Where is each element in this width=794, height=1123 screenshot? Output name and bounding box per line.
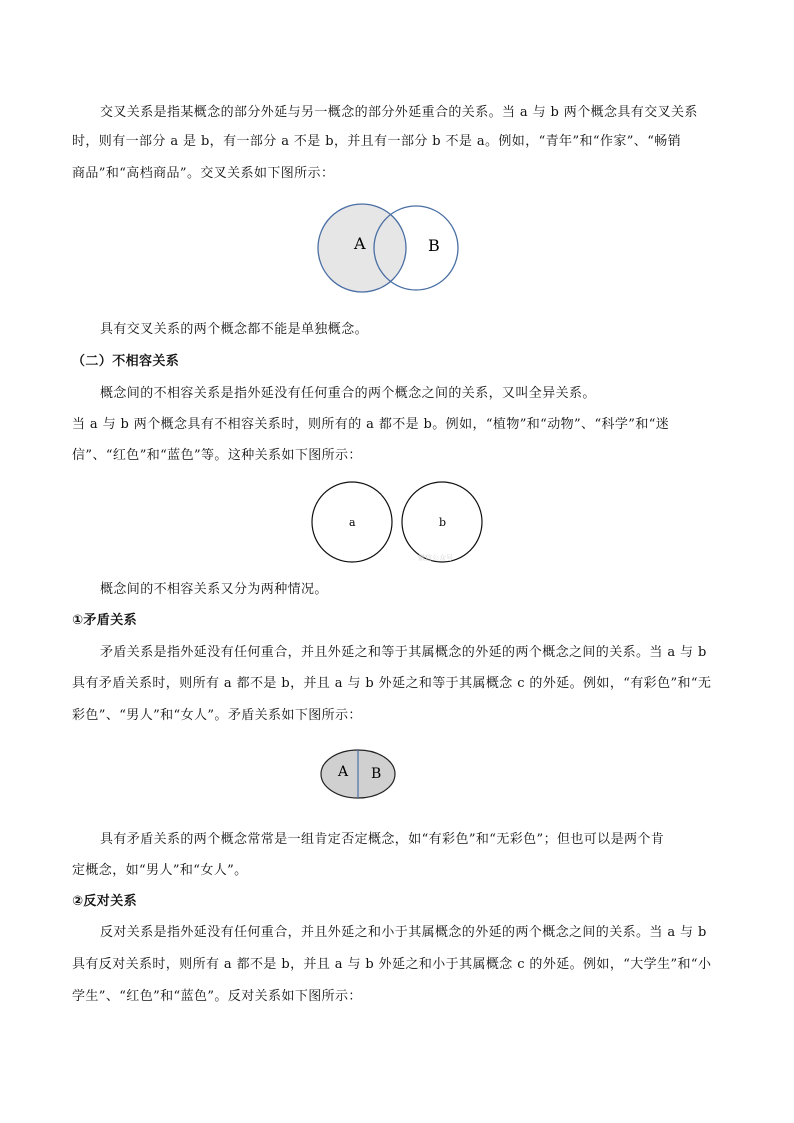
watermark: 微信公众号 bbox=[418, 554, 453, 562]
circle-a-label: a bbox=[349, 516, 356, 529]
contradictory-heading: ①矛盾关系 bbox=[72, 613, 138, 628]
circle-a-label: A bbox=[354, 234, 366, 253]
intersecting-paragraph-line-3: 商品”和“高档商品”。交叉关系如下图所示： bbox=[72, 166, 335, 181]
contradictory-note-line-2: 定概念，如“男人”和“女人”。 bbox=[72, 863, 248, 878]
intersecting-paragraph-line-1: 交叉关系是指某概念的部分外延与另一概念的部分外延重合的关系。当 a 与 b 两个概念具有交叉关系 bbox=[100, 105, 698, 120]
incompatible-note: 概念间的不相容关系又分为两种情况。 bbox=[100, 582, 328, 597]
intersecting-venn-diagram bbox=[310, 208, 470, 292]
circle-b-label: B bbox=[428, 236, 440, 255]
contrary-paragraph-line-2: 具有反对关系时，则所有 a 都不是 b，并且 a 与 b 外延之和小于其属概念 c 的外延。例如，“大学生”和“小 bbox=[72, 957, 712, 972]
contrary-heading: ②反对关系 bbox=[72, 894, 138, 909]
contradictory-paragraph-line-2: 具有矛盾关系时，则所有 a 都不是 b，并且 a 与 b 外延之和等于其属概念 c 的外延。例如，“有彩色”和“无 bbox=[72, 676, 712, 691]
contradictory-paragraph-line-1: 矛盾关系是指外延没有任何重合，并且外延之和等于其属概念的外延的两个概念之间的关系。当 a 与 b bbox=[100, 645, 707, 660]
contrary-paragraph-line-3: 学生”、“红色”和“蓝色”。反对关系如下图所示： bbox=[72, 989, 362, 1004]
contradictory-ellipse-diagram bbox=[318, 746, 398, 802]
incompatible-heading: （二）不相容关系 bbox=[72, 354, 180, 369]
circle-b-label: b bbox=[439, 516, 447, 529]
incompatible-paragraph-line-3: 信”、“红色”和“蓝色”等。这种关系如下图所示： bbox=[72, 448, 362, 463]
part-a-label: A bbox=[338, 764, 349, 780]
contradictory-paragraph-line-3: 彩色”、“男人”和“女人”。矛盾关系如下图所示： bbox=[72, 708, 362, 723]
contrary-paragraph-line-1: 反对关系是指外延没有任何重合，并且外延之和小于其属概念的外延的两个概念之间的关系。当 a 与 b bbox=[100, 925, 707, 940]
intersecting-paragraph-line-2: 时，则有一部分 a 是 b，有一部分 a 不是 b，并且有一部分 b 不是 a。例如，“青年”和“作家”、“畅销 bbox=[72, 134, 682, 149]
incompatible-circles-diagram bbox=[310, 480, 486, 566]
incompatible-paragraph-line-2: 当 a 与 b 两个概念具有不相容关系时，则所有的 a 都不是 b。例如，“植物”和“动物”、“科学”和“迷 bbox=[72, 417, 670, 432]
part-b-label: B bbox=[371, 766, 382, 782]
contradictory-note-line-1: 具有矛盾关系的两个概念常常是一组肯定否定概念，如“有彩色”和“无彩色”；但也可以是两个肯 bbox=[100, 832, 665, 847]
intersecting-note: 具有交叉关系的两个概念都不能是单独概念。 bbox=[100, 322, 369, 337]
incompatible-paragraph-line-1: 概念间的不相容关系是指外延没有任何重合的两个概念之间的关系，又叫全异关系。 bbox=[100, 386, 596, 401]
